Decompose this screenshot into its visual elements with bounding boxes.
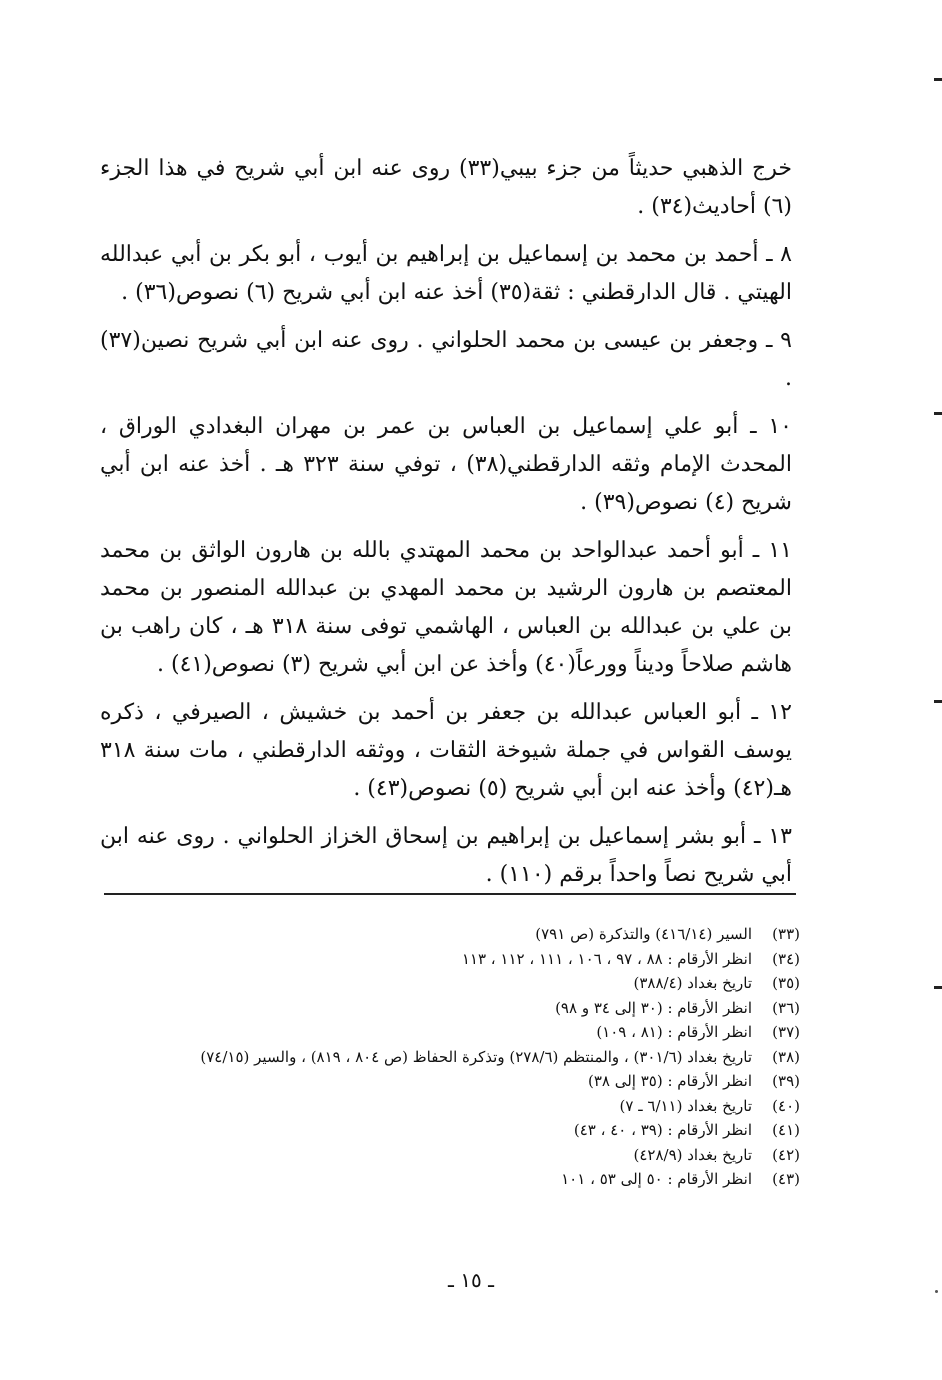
footnotes — [100, 922, 800, 1192]
footnote-item — [100, 1094, 800, 1119]
scan-edge-mark — [934, 986, 942, 989]
paragraph-entry-13: ١٣ ـ أبو بشر إسماعيل بن إبراهيم بن إسحاق الخزاز الحلواني . روى عنه ابن أبي شريح نصاً واحداً برقم (١١٠) . — [100, 824, 792, 887]
paragraph-entry-12: ١٢ ـ أبو العباس عبدالله بن جعفر بن أحمد بن خشيش ، الصيرفي ، ذكره يوسف القواس في جملة شيوخة الثقات ، ووثقه الدارقطني ، مات سنة ٣١٨ هـ(٤٢) وأخذ عنه ابن أبي شريح (٥) نصوص(٤٣) . — [100, 700, 792, 801]
scan-edge-mark — [934, 700, 942, 703]
footnote-item — [100, 971, 800, 996]
footnote-text: انظر الأرقام : ٥٠ إلى ٥٣ ، ١٠١ — [561, 1170, 752, 1188]
footnote-text: انظر الأرقام : (٨١ ، ١٠٩) — [596, 1023, 752, 1041]
footnote-item — [100, 1118, 800, 1143]
footnote-number: (٤٠) — [772, 1096, 800, 1115]
footnote-item — [100, 1167, 800, 1192]
footnote-number: (٣٨) — [772, 1047, 800, 1066]
footnote-item — [100, 947, 800, 972]
footnote-item — [100, 1143, 800, 1168]
scan-speck — [935, 1290, 938, 1293]
footnote-item — [100, 1020, 800, 1045]
footnote-number: (٤٣) — [772, 1170, 800, 1188]
footnote-number: (٣٩) — [772, 1072, 800, 1090]
paragraph-entry-9: ٩ ـ وجعفر بن عيسى بن محمد الحلواني . روى عنه ابن أبي شريح نصين(٣٧) . — [100, 328, 792, 391]
paragraph-entry-11: ١١ ـ أبو أحمد عبدالواحد بن محمد المهتدي بالله بن هارون الواثق بن محمد المعتصم بن هارون الرشيد بن محمد المهدي بن عبدالله المنصور بن محمد بن علي بن عبدالله بن العباس ، الهاشمي توفى سنة ٣١٨ هـ ، كان راهب بن هاشم صلاحاً وديناً وورعاً(٤٠) وأخذ عن ابن أبي شريح (٣) نصوص(٤١) . — [100, 538, 792, 677]
footnote-text: تاريخ بغداد (٦/١١ ـ ٧) — [619, 1096, 752, 1115]
footnote-item — [100, 922, 800, 947]
footnote-number: (٣٣) — [772, 925, 800, 943]
footnote-divider — [104, 893, 796, 895]
page-number: ـ ١٥ ـ — [448, 1268, 494, 1292]
footnote-text: انظر الأرقام : (٣٥ إلى ٣٨) — [587, 1072, 752, 1090]
footnote-number: (٣٧) — [772, 1023, 800, 1041]
footnote-number: (٣٦) — [772, 998, 800, 1017]
footnote-text: تاريخ بغداد (٤٢٨/٩) — [633, 1145, 752, 1164]
footnote-item — [100, 1045, 800, 1070]
footnote-text: انظر الأرقام : (٣٠ إلى ٣٤ و ٩٨) — [555, 998, 752, 1017]
footnote-text: انظر الأرقام : ٨٨ ، ٩٧ ، ١٠٦ ، ١١١ ، ١١٢ ، ١١٣ — [461, 949, 752, 968]
footnote-item — [100, 996, 800, 1021]
footnote-item — [100, 1069, 800, 1094]
paragraph-intro: خرج الذهبي حديثاً من جزء بيبي(٣٣) روى عنه ابن أبي شريح في هذا الجزء (٦) أحاديث(٣٤) . — [100, 156, 792, 219]
footnote-text: السير (٤١٦/١٤) والتذكرة (ص ٧٩١) — [535, 925, 752, 943]
paragraph-entry-8: ٨ ـ أحمد بن محمد بن إسماعيل بن إبراهيم بن أيوب ، أبو بكر بن أبي عبدالله الهيتي . قال الدارقطني : ثقة(٣٥) أخذ عنه ابن أبي شريح (٦) نصوص(٣٦) . — [100, 242, 792, 305]
main-text — [100, 150, 792, 904]
scan-edge-mark — [934, 412, 942, 415]
footnote-text: تاريخ بغداد (٣٠١/٦) ، والمنتظم (٢٧٨/٦) وتذكرة الحفاظ (ص ٨٠٤ ، ٨١٩) ، والسير (٧٤/١٥) — [200, 1047, 752, 1066]
footnote-number: (٤١) — [772, 1121, 800, 1139]
footnote-number: (٤٢) — [772, 1145, 800, 1164]
footnote-number: (٣٤) — [772, 949, 800, 968]
footnote-number: (٣٥) — [772, 974, 800, 992]
paragraph-entry-10: ١٠ ـ أبو علي إسماعيل بن العباس بن عمر بن مهران البغدادي الوراق ، المحدث الإمام وثقه الدارقطني(٣٨) ، توفي سنة ٣٢٣ هـ . أخذ عنه ابن أبي شريح (٤) نصوص(٣٩) . — [100, 414, 792, 515]
footnote-text: انظر الأرقام : (٣٩ ، ٤٠ ، ٤٣) — [573, 1121, 752, 1139]
scan-edge-mark — [934, 78, 942, 81]
footnote-text: تاريخ بغداد (٣٨٨/٤) — [633, 974, 752, 992]
